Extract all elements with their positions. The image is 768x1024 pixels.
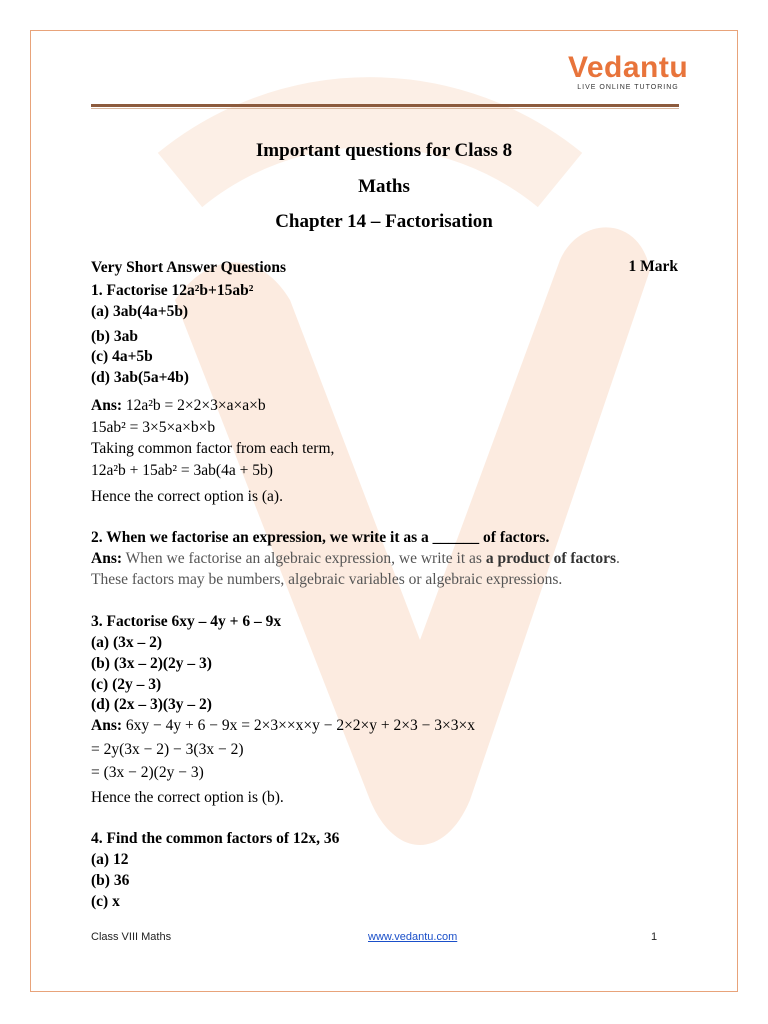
document-title: Important questions for Class 8 bbox=[255, 140, 513, 161]
chapter-title: Chapter 14 – Factorisation bbox=[275, 211, 493, 232]
q1-ans-text: 12a²b = 2×2×3×a×a×b bbox=[125, 397, 266, 414]
q1-option-c: (c) 4a+5b bbox=[91, 348, 153, 365]
q2-answer-line-2: These factors may be numbers, algebraic variables or algebraic expressions. bbox=[91, 571, 563, 588]
q2-ans-text-1: When we factorise an algebraic expression, we write it as bbox=[122, 550, 486, 567]
q3-option-a: (a) (3x – 2) bbox=[91, 634, 163, 651]
q1-answer-line-2: 15ab² = 3×5×a×b×b bbox=[91, 419, 216, 436]
q4-option-c: (c) x bbox=[91, 893, 120, 910]
q3-answer-line-1 bbox=[91, 716, 475, 736]
q1-option-b: (b) 3ab bbox=[91, 328, 138, 345]
q1-ans-label: Ans: bbox=[91, 397, 123, 414]
q3-ans-text: 6xy − 4y + 6 − 9x = 2×3××x×y − 2×2×y + 2×3 − 3×3×x bbox=[122, 717, 476, 734]
vedantu-logo bbox=[568, 52, 688, 91]
q1-conclusion: Hence the correct option is (a). bbox=[91, 488, 283, 505]
header-rule-thin bbox=[91, 108, 679, 109]
q1-option-d: (d) 3ab(5a+4b) bbox=[91, 369, 189, 386]
q1-answer-line-4: 12a²b + 15ab² = 3ab(4a + 5b) bbox=[91, 462, 273, 479]
q2-answer-line-1 bbox=[91, 549, 620, 569]
q3-question: 3. Factorise 6xy – 4y + 6 – 9x bbox=[91, 613, 282, 630]
footer-website-link[interactable]: www.vedantu.com bbox=[368, 931, 458, 943]
q4-option-b: (b) 36 bbox=[91, 872, 130, 889]
q1-answer-line-3: Taking common factor from each term, bbox=[91, 440, 335, 457]
q1-answer-line-1 bbox=[91, 396, 266, 416]
page-number: 1 bbox=[651, 931, 658, 943]
q2-ans-label: Ans: bbox=[91, 550, 123, 567]
logo-tagline: LIVE ONLINE TUTORING bbox=[577, 84, 679, 91]
section-marks: 1 Mark bbox=[628, 258, 678, 275]
q3-option-d: (d) (2x – 3)(3y – 2) bbox=[91, 696, 212, 713]
q4-question: 4. Find the common factors of 12x, 36 bbox=[91, 830, 340, 847]
footer-label: Class VIII Maths bbox=[91, 931, 172, 943]
q4-option-a: (a) 12 bbox=[91, 851, 129, 868]
header-rule bbox=[91, 104, 679, 107]
q1-expression: 12a²b+15ab² bbox=[171, 282, 254, 299]
q2-question: 2. When we factorise an expression, we write it as a ______ of factors. bbox=[91, 529, 550, 546]
section-title: Very Short Answer Questions bbox=[91, 259, 287, 276]
q3-option-b: (b) (3x – 2)(2y – 3) bbox=[91, 655, 212, 672]
logo-wordmark: Vedantu bbox=[568, 51, 689, 84]
q1-option-a: (a) 3ab(4a+5b) bbox=[91, 303, 189, 320]
q3-conclusion: Hence the correct option is (b). bbox=[91, 789, 284, 806]
q3-answer-line-2: = 2y(3x − 2) − 3(3x − 2) bbox=[91, 741, 244, 758]
q1-question bbox=[91, 281, 253, 301]
q2-ans-text-2: . bbox=[616, 550, 620, 567]
q3-option-c: (c) (2y – 3) bbox=[91, 676, 162, 693]
q3-answer-line-3: = (3x − 2)(2y − 3) bbox=[91, 764, 204, 781]
q1-prefix: 1. Factorise bbox=[91, 282, 172, 299]
q3-ans-label: Ans: bbox=[91, 717, 123, 734]
q2-ans-bold: a product of factors bbox=[485, 550, 616, 567]
document-subject: Maths bbox=[358, 176, 410, 197]
